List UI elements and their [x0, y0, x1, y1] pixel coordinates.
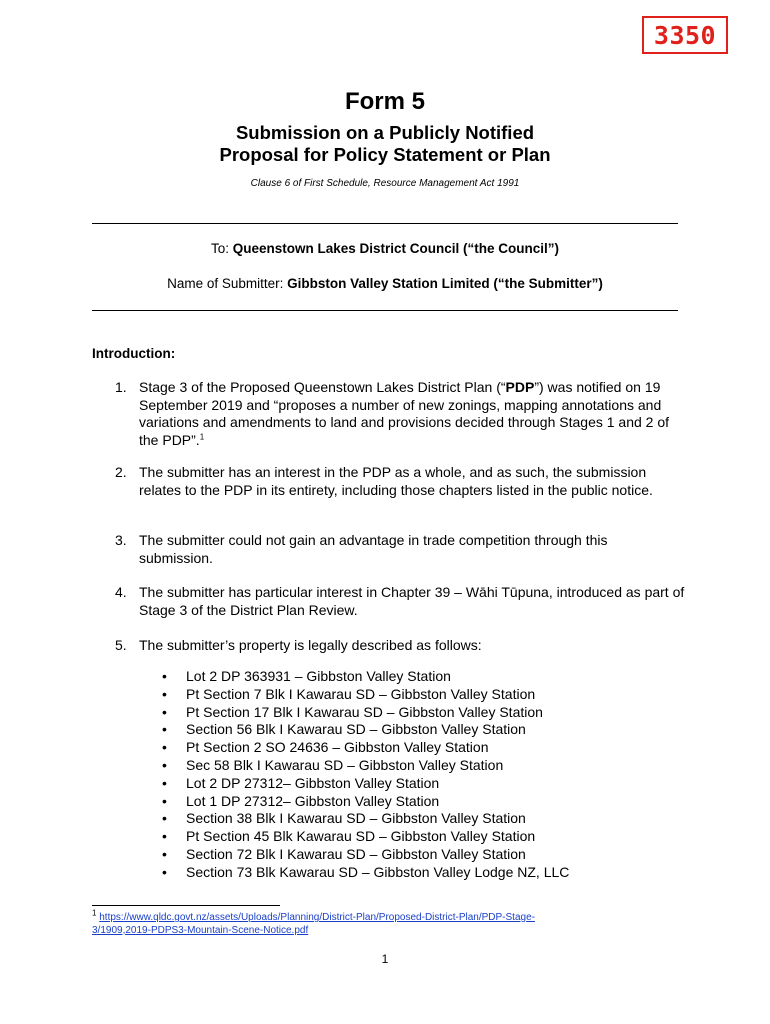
property-description: Section 38 Blk I Kawarau SD – Gibbston Valley Station — [186, 810, 526, 827]
bullet-icon: • — [162, 810, 167, 827]
addressee-line — [0, 241, 770, 256]
list-item — [162, 686, 569, 704]
bullet-icon: • — [162, 863, 167, 880]
list-item — [162, 668, 569, 686]
property-description: Pt Section 7 Blk I Kawarau SD – Gibbston Valley Station — [186, 685, 536, 702]
submitter-line — [0, 276, 770, 291]
list-item — [162, 721, 569, 739]
list-item — [162, 846, 569, 864]
paragraph-3 — [115, 532, 685, 567]
paragraph-text: Stage 3 of the Proposed Queenstown Lakes District Plan (“PDP”) was notified on 19 September 2019 and “proposes a number of new zonings, mapping annotations and variations and amendments to land and provisions decided through Stages 1 and 2 of the PDP”.$^1$ — [139, 379, 670, 448]
property-description: Pt Section 2 SO 24636 – Gibbston Valley Station — [186, 739, 489, 756]
paragraph-number: 5. — [115, 637, 127, 653]
form-title: Form 5 — [344, 88, 425, 115]
property-description: Section 72 Blk I Kawarau SD – Gibbston Valley Station — [186, 845, 526, 862]
paragraph-5 — [115, 637, 685, 655]
paragraph-1 — [115, 379, 685, 449]
paragraph-text: The submitter’s property is legally described as follows: — [139, 637, 482, 653]
list-item — [162, 793, 569, 811]
paragraph-text: The submitter has particular interest in Chapter 39 – Wāhi Tūpuna, introduced as part of Stage 3 of the District Plan Review. — [139, 584, 685, 618]
list-item — [162, 757, 569, 775]
bottom-divider — [92, 310, 678, 311]
council-name: Queenstown Lakes District Council (“the Council”) — [232, 241, 560, 256]
list-item — [162, 864, 569, 882]
bullet-icon: • — [162, 756, 167, 773]
list-item — [162, 775, 569, 793]
paragraph-number: 2. — [115, 464, 127, 480]
subtitle-line-1: Submission on a Publicly Notified — [235, 122, 535, 143]
to-label: To: — [210, 241, 229, 256]
paragraph-2 — [115, 464, 685, 499]
page-number: 1 — [381, 952, 389, 966]
list-item — [162, 739, 569, 757]
footnote-mark: 1 — [92, 908, 97, 918]
footnote-link[interactable]: https://www.qldc.govt.nz/assets/Uploads/Planning/District-Plan/Proposed-District-Plan/PDP-Stage- 3/1909,2019-PDPS3-Mountain-Scene-Notice.pdf — [92, 912, 535, 936]
paragraph-number: 3. — [115, 532, 127, 548]
bullet-icon: • — [162, 828, 167, 845]
property-list — [162, 668, 569, 882]
property-description: Lot 2 DP 27312– Gibbston Valley Station — [186, 774, 440, 791]
paragraph-text: The submitter could not gain an advantage in trade competition through this submission. — [139, 532, 608, 566]
document-number-stamp: 3350 — [642, 16, 728, 54]
property-description: Pt Section 45 Blk Kawarau SD – Gibbston Valley Station — [186, 828, 536, 845]
paragraph-number: 4. — [115, 584, 127, 600]
bullet-icon: • — [162, 685, 167, 702]
bullet-icon: • — [162, 739, 167, 756]
bullet-icon: • — [162, 721, 167, 738]
bullet-icon: • — [162, 774, 167, 791]
bullet-icon: • — [162, 668, 167, 684]
property-description: Sec 58 Blk I Kawarau SD – Gibbston Valley Station — [186, 756, 504, 773]
bullet-icon: • — [162, 845, 167, 862]
footnote — [92, 908, 632, 937]
paragraph-4 — [115, 584, 685, 619]
footnote-divider — [92, 905, 280, 906]
property-description: Section 73 Blk Kawarau SD – Gibbston Valley Lodge NZ, LLC — [186, 863, 570, 880]
paragraph-text: The submitter has an interest in the PDP as a whole, and as such, the submission relates to the PDP in its entirety, including those chapters listed in the public notice. — [139, 464, 653, 498]
pdp-abbrev: PDP — [505, 379, 535, 395]
property-description: Section 56 Blk I Kawarau SD – Gibbston Valley Station — [186, 721, 526, 738]
paragraph-number: 1. — [115, 379, 127, 395]
property-description: Lot 2 DP 363931 – Gibbston Valley Station — [186, 668, 451, 684]
footnote-ref[interactable]: 1 — [199, 431, 205, 441]
submitter-name: Gibbston Valley Station Limited (“the Submitter”) — [287, 276, 603, 291]
introduction-heading: Introduction: — [92, 346, 176, 361]
property-description: Lot 1 DP 27312– Gibbston Valley Station — [186, 792, 440, 809]
list-item — [162, 704, 569, 722]
subtitle-line-2: Proposal for Policy Statement or Plan — [219, 144, 551, 165]
clause-reference: Clause 6 of First Schedule, Resource Management Act 1991 — [250, 178, 520, 189]
list-item — [162, 810, 569, 828]
form-subtitle — [0, 122, 770, 166]
submitter-label: Name of Submitter: — [167, 276, 284, 291]
list-item — [162, 828, 569, 846]
bullet-icon: • — [162, 792, 167, 809]
bullet-icon: • — [162, 703, 167, 720]
top-divider — [92, 223, 678, 224]
property-description: Pt Section 17 Blk I Kawarau SD – Gibbston Valley Station — [186, 703, 543, 720]
